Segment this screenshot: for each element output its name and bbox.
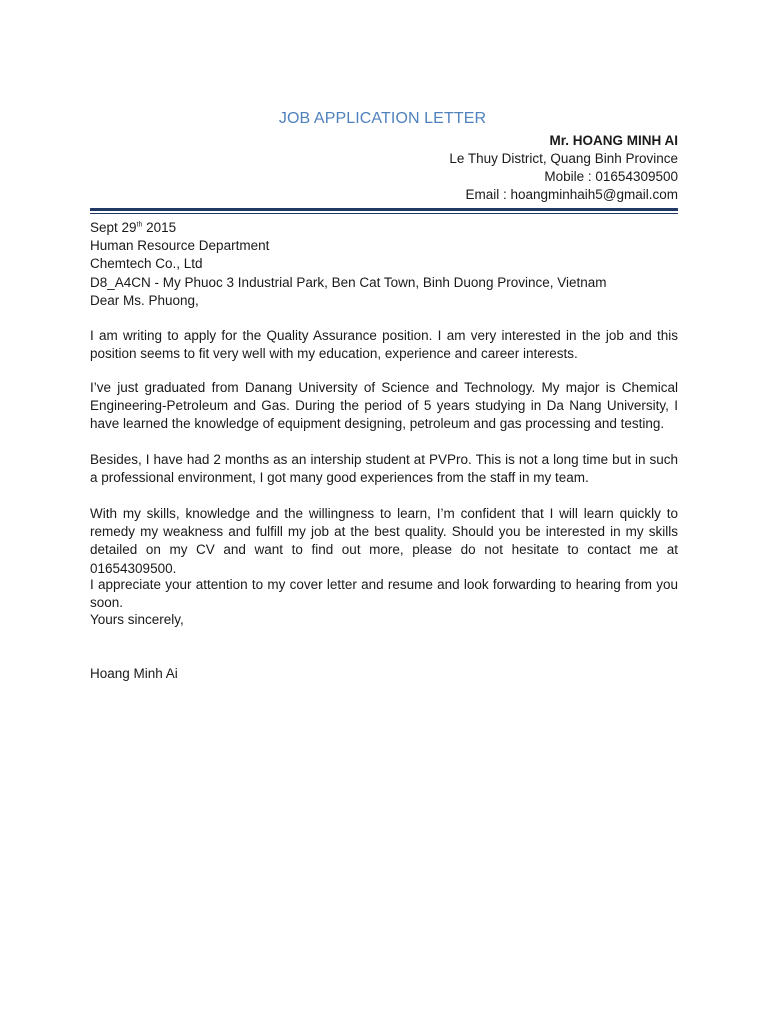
body-paragraph-2: I’ve just graduated from Danang University of Science and Technology. My major is Chemical Engineering-Petroleum and Gas. During the period of 5 years studying in Da Nang University, I have learned the knowledge of equipment designing, petroleum and gas processing and testing.: [90, 380, 678, 432]
body-paragraph-3: Besides, I have had 2 months as an intership student at PVPro. This is not a long time but in such a professional environment, I got many good experiences from the staff in my team.: [90, 452, 678, 486]
recipient-department: Human Resource Department: [90, 238, 270, 254]
date-day: Sept 29: [90, 220, 137, 235]
salutation: Dear Ms. Phuong,: [90, 292, 199, 308]
sender-email: Email : hoangminhaih5@gmail.com: [465, 187, 678, 202]
letter-title: [0, 110, 768, 128]
body-paragraph-1: I am writing to apply for the Quality Assurance position. I am very interested in the job and this position seems to fit very well with my education, experience and career interests.: [90, 328, 678, 362]
sender-name: Mr. HOANG MINH AI: [549, 133, 678, 148]
letter-title-text: JOB APPLICATION LETTER: [278, 110, 487, 127]
letter-date: [90, 219, 678, 237]
sender-address: Le Thuy District, Quang Binh Province: [449, 151, 678, 166]
sender-block: [449, 132, 678, 204]
date-year: 2015: [142, 220, 177, 235]
sender-mobile: Mobile : 01654309500: [544, 169, 678, 184]
body-paragraph-5: I appreciate your attention to my cover letter and resume and look forwarding to hearing from you soon.: [90, 577, 678, 611]
date-ordinal: th: [136, 221, 143, 229]
header-divider-thick: [90, 208, 678, 211]
recipient-block: [90, 219, 678, 310]
recipient-address: D8_A4CN - My Phuoc 3 Industrial Park, Ben Cat Town, Binh Duong Province, Vietnam: [90, 274, 607, 290]
body-paragraph-4: With my skills, knowledge and the willingness to learn, I’m confident that I will learn quickly to remedy my weakness and fulfill my job at the best quality. Should you be interested in my skills detailed on my CV and want to find out more, please do not hesitate to contact me at 01654309500.: [90, 506, 678, 576]
closing-line: Yours sincerely,: [90, 612, 184, 627]
header-divider-thin: [90, 213, 678, 214]
signature-name: Hoang Minh Ai: [90, 666, 178, 681]
recipient-company: Chemtech Co., Ltd: [90, 256, 203, 272]
